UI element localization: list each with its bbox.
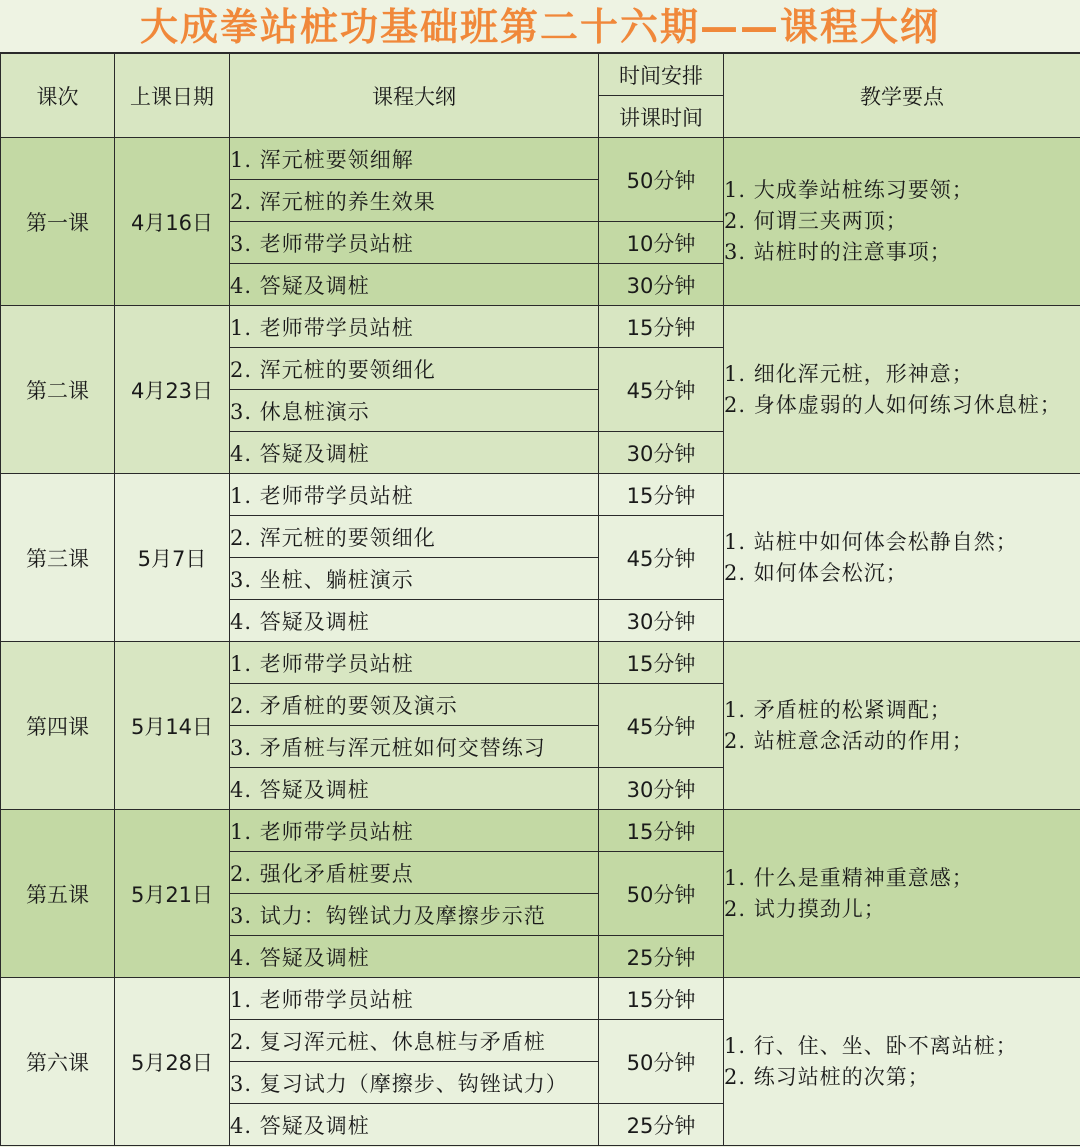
lecture-time: 15分钟 <box>599 306 724 348</box>
key-point: 1. 细化浑元桩，形神意； <box>724 361 974 386</box>
outline-item: 3. 老师带学员站桩 <box>230 222 599 264</box>
lecture-time: 25分钟 <box>599 936 724 978</box>
lecture-time: 30分钟 <box>599 768 724 810</box>
outline-item: 3. 休息桩演示 <box>230 390 599 432</box>
lesson-date: 5月28日 <box>115 978 230 1146</box>
outline-item: 2. 浑元桩的养生效果 <box>230 180 599 222</box>
key-points <box>724 978 1080 1146</box>
lesson-number: 第五课 <box>1 810 115 978</box>
key-point: 1. 大成拳站桩练习要领； <box>724 178 974 202</box>
header-lesson: 课次 <box>1 54 115 138</box>
lecture-time: 45分钟 <box>599 516 724 600</box>
lecture-time: 30分钟 <box>599 264 724 306</box>
outline-item: 4. 答疑及调桩 <box>230 1104 599 1146</box>
header-outline: 课程大纲 <box>230 54 599 138</box>
lecture-time: 15分钟 <box>599 810 724 852</box>
key-point: 2. 何谓三夹两顶； <box>724 209 908 233</box>
outline-item: 4. 答疑及调桩 <box>230 264 599 306</box>
lecture-time: 45分钟 <box>599 348 724 432</box>
header-date: 上课日期 <box>115 54 230 138</box>
outline-item: 4. 答疑及调桩 <box>230 432 599 474</box>
outline-item: 1. 老师带学员站桩 <box>230 810 599 852</box>
key-point: 1. 矛盾桩的松紧调配； <box>724 697 952 722</box>
lesson-number: 第三课 <box>1 474 115 642</box>
outline-item: 3. 矛盾桩与浑元桩如何交替练习 <box>230 726 599 768</box>
outline-item: 2. 浑元桩的要领细化 <box>230 516 599 558</box>
key-point: 2. 练习站桩的次第； <box>724 1064 930 1089</box>
outline-item: 4. 答疑及调桩 <box>230 936 599 978</box>
outline-item: 3. 试力：钩锉试力及摩擦步示范 <box>230 894 599 936</box>
key-point: 2. 站桩意念活动的作用； <box>724 728 974 753</box>
syllabus-table <box>0 53 1080 1146</box>
key-point: 1. 站桩中如何体会松静自然； <box>724 529 1018 554</box>
lecture-time: 25分钟 <box>599 1104 724 1146</box>
lecture-time: 50分钟 <box>599 1020 724 1104</box>
lesson-date: 5月7日 <box>115 474 230 642</box>
outline-item: 1. 浑元桩要领细解 <box>230 138 599 180</box>
key-point: 3. 站桩时的注意事项； <box>724 240 952 264</box>
lecture-time: 15分钟 <box>599 642 724 684</box>
lecture-time: 15分钟 <box>599 474 724 516</box>
outline-item: 3. 坐桩、躺桩演示 <box>230 558 599 600</box>
lesson-date: 5月14日 <box>115 642 230 810</box>
table-row <box>1 474 1080 516</box>
key-points <box>724 138 1080 306</box>
outline-item: 1. 老师带学员站桩 <box>230 474 599 516</box>
outline-item: 2. 浑元桩的要领细化 <box>230 348 599 390</box>
lesson-date: 4月23日 <box>115 306 230 474</box>
lecture-time: 10分钟 <box>599 222 724 264</box>
outline-item: 2. 强化矛盾桩要点 <box>230 852 599 894</box>
outline-item: 3. 复习试力（摩擦步、钩锉试力） <box>230 1062 599 1104</box>
outline-item: 1. 老师带学员站桩 <box>230 642 599 684</box>
lesson-group <box>1 306 1080 474</box>
table-row <box>1 978 1080 1020</box>
lesson-group <box>1 810 1080 978</box>
lecture-time: 30分钟 <box>599 432 724 474</box>
lesson-date: 4月16日 <box>115 138 230 306</box>
lesson-group <box>1 138 1080 306</box>
lecture-time: 15分钟 <box>599 978 724 1020</box>
key-point: 2. 身体虚弱的人如何练习休息桩； <box>724 392 1062 417</box>
header-schedule: 时间安排 <box>599 54 724 96</box>
table-row <box>1 138 1080 180</box>
lesson-group <box>1 978 1080 1146</box>
table-row <box>1 810 1080 852</box>
header-key-points: 教学要点 <box>724 54 1080 138</box>
outline-item: 4. 答疑及调桩 <box>230 600 599 642</box>
lesson-number: 第一课 <box>1 138 115 306</box>
key-points <box>724 642 1080 810</box>
lesson-number: 第四课 <box>1 642 115 810</box>
lesson-number: 第二课 <box>1 306 115 474</box>
lecture-time: 50分钟 <box>599 138 724 222</box>
lesson-group <box>1 642 1080 810</box>
page-title: 大成拳站桩功基础班第二十六期——课程大纲 <box>0 0 1080 53</box>
outline-item: 1. 老师带学员站桩 <box>230 978 599 1020</box>
lesson-group <box>1 474 1080 642</box>
table-row <box>1 306 1080 348</box>
outline-item: 4. 答疑及调桩 <box>230 768 599 810</box>
lecture-time: 45分钟 <box>599 684 724 768</box>
key-point: 2. 试力摸劲儿； <box>724 896 886 921</box>
key-point: 1. 什么是重精神重意感； <box>724 865 974 890</box>
lecture-time: 30分钟 <box>599 600 724 642</box>
key-point: 2. 如何体会松沉； <box>724 560 908 585</box>
lesson-number: 第六课 <box>1 978 115 1146</box>
lesson-date: 5月21日 <box>115 810 230 978</box>
key-point: 1. 行、住、坐、卧不离站桩； <box>724 1033 1018 1058</box>
outline-item: 2. 复习浑元桩、休息桩与矛盾桩 <box>230 1020 599 1062</box>
key-points <box>724 474 1080 642</box>
header-lecture-time: 讲课时间 <box>599 96 724 138</box>
table-row <box>1 642 1080 684</box>
key-points <box>724 306 1080 474</box>
outline-item: 2. 矛盾桩的要领及演示 <box>230 684 599 726</box>
outline-item: 1. 老师带学员站桩 <box>230 306 599 348</box>
lecture-time: 50分钟 <box>599 852 724 936</box>
key-points <box>724 810 1080 978</box>
